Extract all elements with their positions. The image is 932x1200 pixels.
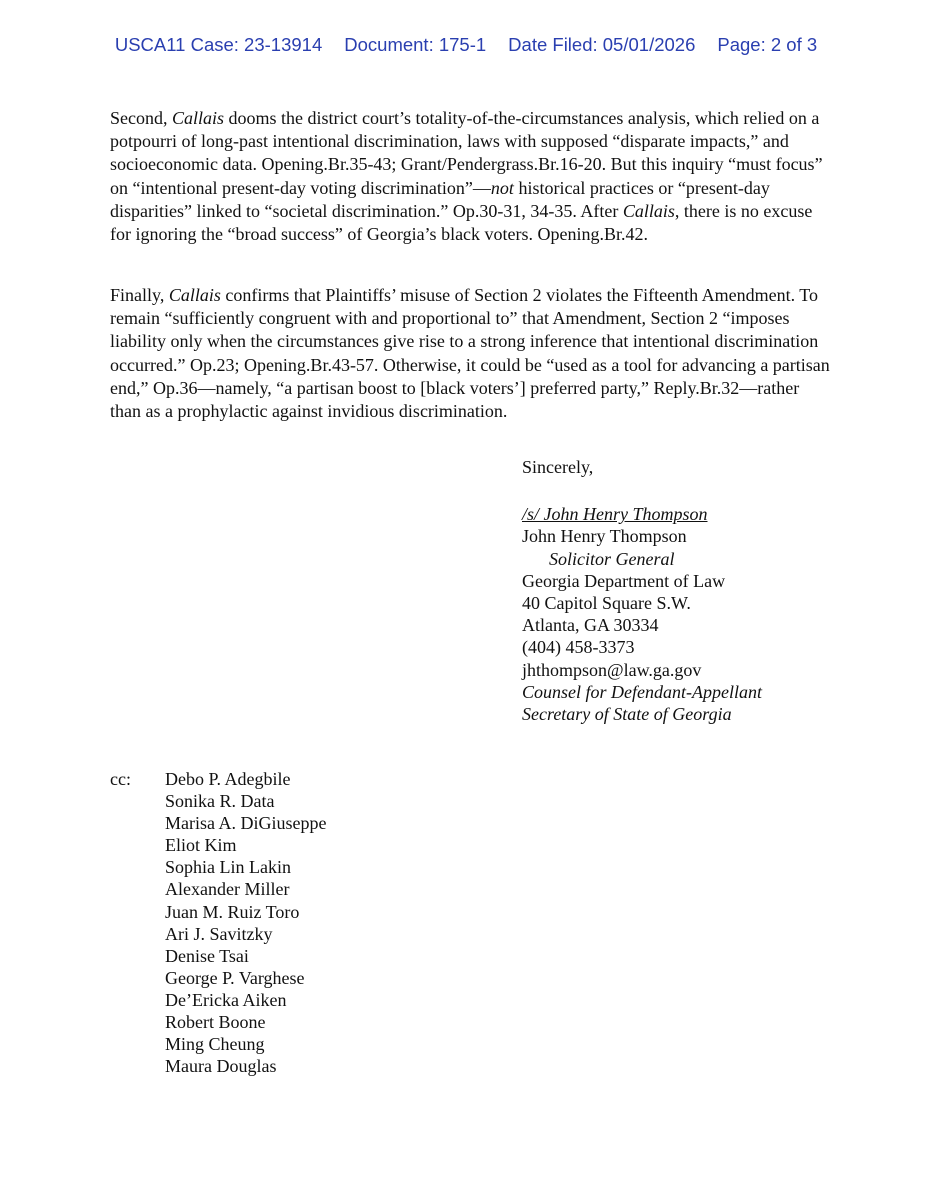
text-run: Finally, bbox=[110, 285, 169, 305]
text-run: Second, bbox=[110, 108, 172, 128]
cc-recipient: Debo P. Adegbile bbox=[165, 769, 291, 789]
cc-recipient: Denise Tsai bbox=[165, 945, 249, 966]
signature-block bbox=[522, 456, 882, 725]
cc-recipient: Eliot Kim bbox=[165, 835, 237, 856]
paragraph-finally bbox=[110, 284, 830, 423]
cc-recipient: De’Ericka Aiken bbox=[165, 989, 287, 1010]
text-run: , there is no excuse for ignoring the “broad success” of Georgia’s black voters. Opening.Br.42. bbox=[110, 200, 813, 245]
case-number: USCA11 Case: 23-13914 bbox=[114, 34, 323, 55]
cc-recipient: Sonika R. Data bbox=[165, 791, 275, 812]
date-filed: Date Filed: 05/01/2026 bbox=[508, 34, 696, 55]
counsel-role-line-1: Counsel for Defendant-Appellant bbox=[522, 681, 762, 702]
cc-recipient: Sophia Lin Lakin bbox=[165, 857, 291, 878]
cc-recipient: Alexander Miller bbox=[165, 879, 290, 900]
electronic-signature: /s/ John Henry Thompson bbox=[522, 504, 708, 525]
cc-names bbox=[165, 768, 326, 1077]
signer-title: Solicitor General bbox=[549, 548, 675, 569]
counsel-role-line-2: Secretary of State of Georgia bbox=[522, 704, 732, 725]
cc-recipient: Ari J. Savitzky bbox=[165, 923, 273, 944]
cc-recipient: Marisa A. DiGiuseppe bbox=[165, 813, 327, 834]
filing-header bbox=[0, 34, 932, 56]
italic-text-run: Callais bbox=[168, 285, 221, 305]
paragraph-second bbox=[110, 107, 830, 246]
phone-number: (404) 458-3373 bbox=[522, 637, 635, 658]
email-address: jhthompson@law.ga.gov bbox=[522, 659, 702, 680]
signer-name: John Henry Thompson bbox=[522, 526, 687, 547]
text-run: historical practices or “present-day disparities” linked to “societal discrimination.” Op.30-31, 34-35. After bbox=[110, 177, 770, 221]
page-number: Page: 2 of 3 bbox=[717, 34, 818, 55]
cc-recipient: Maura Douglas bbox=[165, 1056, 277, 1077]
document-number: Document: 175-1 bbox=[344, 34, 487, 55]
signer-organization: Georgia Department of Law bbox=[522, 570, 726, 591]
address-line-1: 40 Capitol Square S.W. bbox=[522, 593, 691, 614]
closing: Sincerely, bbox=[522, 457, 594, 477]
cc-recipient: Juan M. Ruiz Toro bbox=[165, 901, 300, 922]
italic-text-run: Callais bbox=[622, 200, 675, 221]
cc-recipient: Ming Cheung bbox=[165, 1034, 265, 1055]
italic-text-run: not bbox=[490, 177, 514, 198]
cc-recipient: Robert Boone bbox=[165, 1012, 266, 1033]
cc-label: cc: bbox=[110, 769, 131, 789]
italic-text-run: Callais bbox=[172, 108, 225, 128]
text-run: confirms that Plaintiffs’ misuse of Section 2 violates the Fifteenth Amendment. To remain “sufficiently congruent with and proportional to” that Amendment, Section 2 “imposes liability only when the circumstances give rise to a strong inference that intentional discrimination occurred.” Op.23; Opening.Br.43-57. Otherwise, it could be “used as a tool for advancing a partisan end,” Op.36—namely, “a partisan boost to [black voters’] preferred party,” Reply.Br.32—rather than as a prophylactic against invidious discrimination. bbox=[110, 285, 830, 422]
address-line-2: Atlanta, GA 30334 bbox=[522, 615, 659, 636]
cc-recipient: George P. Varghese bbox=[165, 967, 305, 988]
text-run: dooms the district court’s totality-of-the-circumstances analysis, which relied on a potpourri of long-past intentional discrimination, laws with supposed “disparate impacts,” and socioeconomic data. Opening.Br.35-43; Grant/Pendergrass.Br.16-20. But this inquiry “must focus” on “intentional present-day voting discrimination”— bbox=[110, 108, 823, 198]
